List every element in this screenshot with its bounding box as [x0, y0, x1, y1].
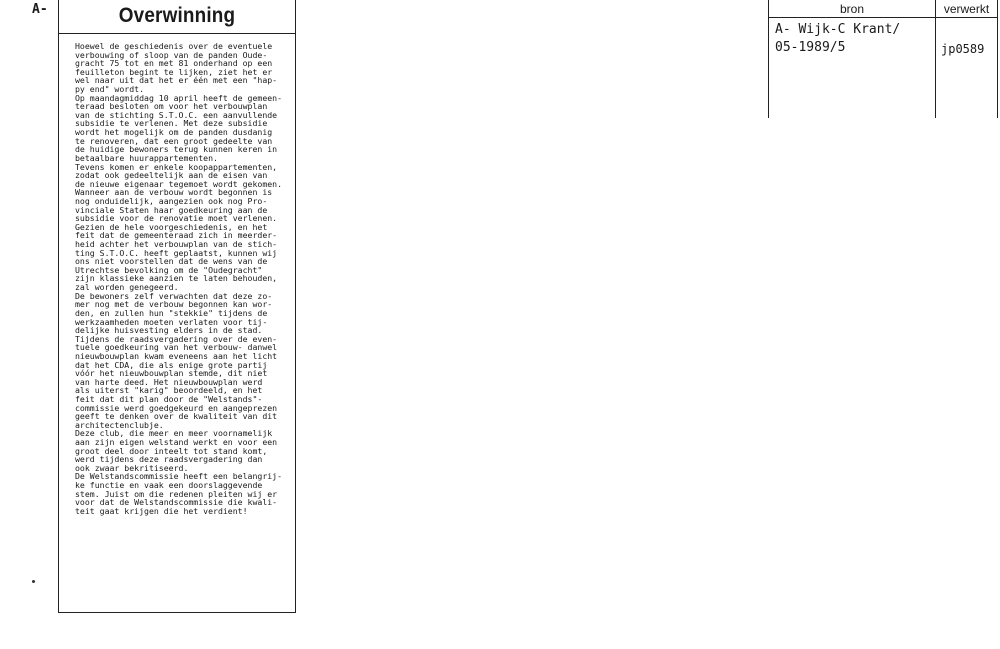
article-line: feit dat de gemeenteraad zich in meerder-: [75, 230, 278, 241]
article-line: tuele goedkeuring van het verbouw- danwel: [75, 342, 278, 353]
article-line: zodat ook gedeeltelijk aan de eisen van: [75, 170, 268, 181]
margin-dot: [32, 580, 35, 583]
article-line: py end" wordt.: [75, 84, 145, 95]
verwerkt-header: verwerkt: [943, 2, 990, 16]
article-line: feit dat dit plan door de "Welstands"-: [75, 393, 263, 404]
article-line: Hoewel de geschiedenis over de eventuele: [75, 41, 273, 51]
article-line: Tevens komen er enkele koopappartementen,: [75, 161, 278, 172]
article-line: vóór het nieuwbouwplan stemde, dit niet: [75, 368, 268, 379]
source-table: [768, 0, 998, 118]
article-line: stem. Juist om die redenen pleiten wij er: [75, 488, 278, 499]
article-line: architectenclubje.: [75, 419, 164, 430]
article-line: Wanneer aan de verbouw wordt begonnen is: [75, 187, 273, 198]
article-line: mer nog met de verbouw begonnen kan wor-: [75, 299, 273, 310]
article-line: betaalbare huurappartementen.: [75, 152, 218, 163]
article-line: feuilleton begint te lijken, ziet het er: [75, 66, 273, 77]
article-line: als uiterst "karig" beoordeeld, en het: [75, 385, 263, 396]
article-body: [75, 42, 287, 516]
article-line: verbouwing of sloop van de panden Oude-: [75, 49, 268, 60]
article-line: vinciale Staten haar goedkeuring aan de: [75, 204, 268, 215]
table-column-divider: [935, 0, 936, 118]
verwerkt-code: jp0589: [941, 42, 985, 56]
article-line: wel naar uit dat het er één met een "hap-: [75, 75, 278, 86]
article-line: nog onduidelijk, aangezien ook nog Pro-: [75, 195, 268, 206]
article-title: Overwinning: [118, 4, 236, 27]
article-line: ting S.T.O.C. heeft geplaatst, kunnen wij: [75, 247, 278, 258]
article-line: zijn klassieke aanzien te laten behouden,: [75, 273, 278, 284]
article-line: commissie werd goedgekeurd en aangeprezen: [75, 402, 278, 413]
article-line: ook zwaar bekritiseerd.: [75, 462, 189, 473]
bron-source-line-1: A- Wijk-C Krant/: [775, 22, 901, 37]
article-line: teraad besloten om voor het verbouwplan: [75, 101, 268, 112]
article-line: heid achter het verbouwplan van de stich-: [75, 239, 278, 250]
article-line: ke functie en vaak een doorslaggevende: [75, 480, 263, 491]
article-line: De Welstandscommissie heeft een belangrij-: [75, 471, 283, 482]
article-line: de huidige bewoners terug kunnen keren in: [75, 144, 278, 155]
article-line: subsidie voor de renovatie moet verlenen.: [75, 213, 278, 224]
bron-header: bron: [839, 2, 865, 16]
article-line: Deze club, die meer en meer voornamelijk: [75, 428, 273, 439]
article-line: Tijdens de raadsvergadering over de even-: [75, 333, 278, 344]
article-line: de nieuwe eigenaar tegemoet wordt gekomen.: [75, 178, 283, 189]
article-line: De bewoners zelf verwachten dat deze zo-: [75, 290, 273, 301]
article-line: den, en zullen hun "stekkie" tijdens de: [75, 307, 268, 318]
article-line: van harte deed. Het nieuwbouwplan werd: [75, 376, 263, 387]
article-line: Utrechtse bevolking om de "Oudegracht": [75, 264, 263, 275]
bron-source-line-2: 05-1989/5: [775, 40, 846, 55]
article-line: teit gaat krijgen die het verdient!: [75, 505, 248, 516]
article-line: van de stichting S.T.O.C. een aanvullende: [75, 109, 278, 120]
article-line: wordt het mogelijk om de panden dusdanig: [75, 127, 273, 138]
article-line: aan zijn eigen welstand werkt en voor een: [75, 437, 278, 448]
newspaper-clipping: [58, 0, 296, 613]
table-header-divider: [769, 17, 997, 18]
article-line: delijke huisvesting elders in de stad.: [75, 325, 263, 336]
article-line: te renoveren, dat een groot gedeelte van: [75, 135, 273, 146]
article-line: ons niet voorstellen dat de wens van de: [75, 256, 268, 267]
article-line: subsidie te verlenen. Met deze subsidie: [75, 118, 268, 129]
article-line: zal worden genegeerd.: [75, 282, 179, 293]
title-divider: [59, 33, 295, 34]
article-line: Op maandagmiddag 10 april heeft de gemeen-: [75, 92, 283, 103]
article-line: Gezien de hele voorgeschiedenis, en het: [75, 221, 268, 232]
article-line: voor dat de Welstandscommissie die kwali-: [75, 497, 278, 508]
article-line: gracht 75 tot en met 81 onderhand op een: [75, 58, 273, 69]
article-line: nieuwbouwplan kwam eveneens aan het licht: [75, 350, 278, 361]
article-line: werd tijdens deze raadsvergadering dan: [75, 454, 263, 465]
article-line: werkzaamheden moeten verlaten voor tij-: [75, 316, 268, 327]
page-label: A-: [32, 2, 48, 17]
article-line: dat het CDA, die als enige grote partij: [75, 359, 268, 370]
article-line: groot deel door inteelt tot stand komt,: [75, 445, 268, 456]
article-line: geeft te denken over de kwaliteit van dit: [75, 411, 278, 422]
